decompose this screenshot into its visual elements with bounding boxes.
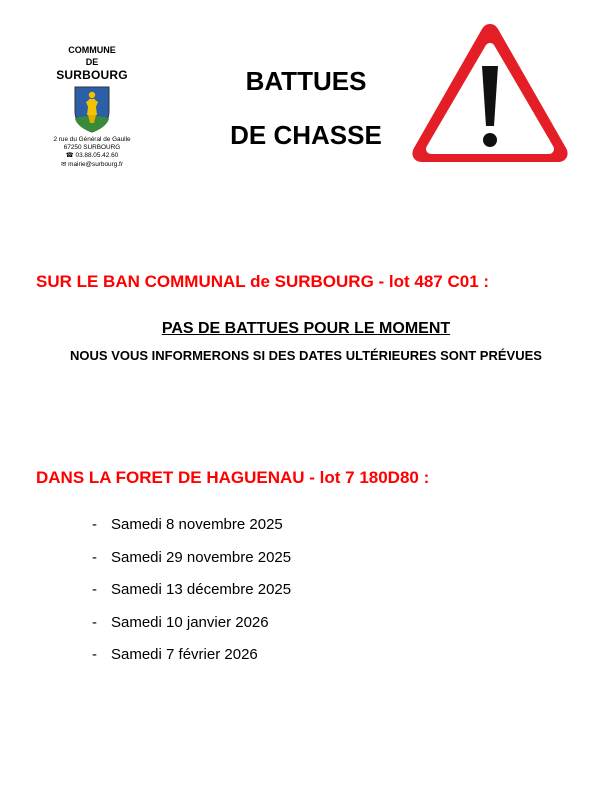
date-text: Samedi 10 janvier 2026 xyxy=(111,613,269,631)
logo-address xyxy=(40,136,144,169)
section1-subheading: PAS DE BATTUES POUR LE MOMENT xyxy=(161,320,451,337)
hunt-dates-list xyxy=(92,516,291,679)
warning-sign-icon xyxy=(408,18,572,166)
logo-town-name: SURBOURG xyxy=(56,68,128,82)
coat-of-arms-icon xyxy=(73,85,111,133)
logo-de-text: DE xyxy=(85,57,99,67)
date-text: Samedi 7 février 2026 xyxy=(111,646,258,663)
list-item xyxy=(92,549,291,582)
section2-heading: DANS LA FORET DE HAGUENAU - lot 7 180D80 : xyxy=(36,468,430,487)
logo-address-city: 67250 SURBOURG xyxy=(63,144,121,152)
section1-note: NOUS VOUS INFORMERONS SI DES DATES ULTÉRIEURES SONT PRÉVUES xyxy=(70,348,542,363)
date-text: Samedi 29 novembre 2025 xyxy=(111,548,292,566)
dash-bullet-icon: - xyxy=(92,548,97,566)
dash-bullet-icon: - xyxy=(92,613,97,631)
logo-address-street: 2 rue du Général de Gaulle xyxy=(53,136,131,143)
date-text: Samedi 8 novembre 2025 xyxy=(111,516,283,533)
dash-bullet-icon: - xyxy=(92,646,97,663)
list-item xyxy=(92,516,291,549)
date-text: Samedi 13 décembre 2025 xyxy=(111,581,292,598)
section1-heading: SUR LE BAN COMMUNAL de SURBOURG - lot 487 C01 : xyxy=(36,272,490,291)
list-item xyxy=(92,581,291,614)
logo-email: ✉ mairie@surbourg.fr xyxy=(61,160,123,168)
dash-bullet-icon: - xyxy=(92,581,97,598)
title-line-1: BATTUES xyxy=(245,66,367,96)
list-item xyxy=(92,614,291,647)
commune-logo xyxy=(40,44,144,169)
logo-commune-text: COMMUNE xyxy=(68,45,116,55)
logo-phone: ☎ 03.88.05.42.60 xyxy=(65,152,119,160)
dash-bullet-icon: - xyxy=(92,516,97,533)
title-line-2: DE CHASSE xyxy=(230,120,382,150)
list-item xyxy=(92,646,291,679)
